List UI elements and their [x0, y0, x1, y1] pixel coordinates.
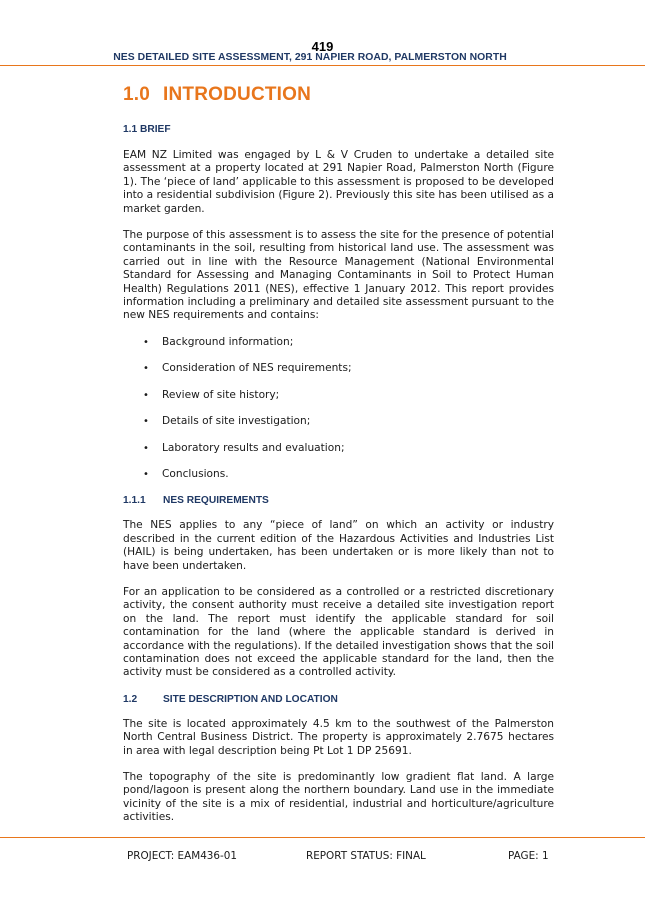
bullet-icon: • [143, 416, 149, 428]
list-item: • Details of site investigation; [143, 415, 311, 428]
section-heading [123, 84, 554, 106]
bullet-icon: • [143, 336, 149, 348]
section-number: 1.0 [123, 84, 151, 105]
list-item: • Review of site history; [143, 388, 280, 401]
header-divider [0, 65, 645, 66]
list-item: • Background information; [143, 335, 294, 348]
nes-requirements-heading [123, 495, 554, 506]
bullet-icon: • [143, 468, 149, 480]
footer-report-status: REPORT STATUS: FINAL [306, 850, 426, 862]
nes-paragraph-1: The NES applies to any “piece of land” on which an activity or industry described in the current edition of the Hazardous Activities and Industries List (HAIL) is being undertaken, has been undertaken or is more likely than not to have been undertaken. [123, 519, 554, 572]
footer-page-number: PAGE: 1 [508, 850, 549, 862]
nes-paragraph-2: For an application to be considered as a controlled or a restricted discretionary activity, the consent authority must receive a detailed site investigation report on the land. The report must identify the applicable standard for soil contamination for the land (where the applicable standard is derived in accordance with the regulations). If the detailed investigation shows that the soil contamination does not exceed the applicable standard for the land, then the activity must be considered as a controlled activity. [123, 585, 554, 679]
site-description-heading [123, 694, 554, 705]
list-item: • Consideration of NES requirements; [143, 362, 352, 375]
bullet-icon: • [143, 363, 149, 375]
page-number: 419 [311, 39, 334, 54]
list-item: • Conclusions. [143, 467, 229, 480]
brief-paragraph-1: EAM NZ Limited was engaged by L & V Cruden to undertake a detailed site assessment at a property located at 291 Napier Road, Palmerston North (Figure 1). The ‘piece of land’ applicable to this assessment is proposed to be developed into a residential subdivision (Figure 2). Previously this site has been utilised as a market garden. [123, 149, 554, 215]
site-heading-number: 1.2 [123, 693, 138, 705]
document-body [123, 84, 554, 825]
header-title: NES DETAILED SITE ASSESSMENT, 291 NAPIER ROAD, PALMERSTON NORTH [113, 52, 507, 63]
nes-heading-number: 1.1.1 [123, 495, 146, 507]
list-item: • Laboratory results and evaluation; [143, 441, 345, 454]
section-title: INTRODUCTION [163, 84, 312, 105]
footer-divider [0, 837, 645, 838]
bullet-icon: • [143, 442, 149, 454]
brief-paragraph-2: The purpose of this assessment is to assess the site for the presence of potential contaminants in the soil, resulting from historical land use. The assessment was carried out in line with the Resource Management (National Environmental Standard for Assessing and Managing Contaminants in Soil to Protect Human Health) Regulations 2011 (NES), effective 1 January 2012. This report provides information including a preliminary and detailed site assessment pursuant to the new NES requirements and contains: [123, 229, 554, 322]
site-paragraph-2: The topography of the site is predominantly low gradient flat land. A large pond/lagoon is present along the northern boundary. Land use in the immediate vicinity of the site is a mix of residential, industrial and horticulture/agriculture activities. [123, 771, 554, 824]
bullet-icon: • [143, 389, 149, 401]
site-heading-title: SITE DESCRIPTION AND LOCATION [163, 693, 338, 705]
nes-heading-title: NES REQUIREMENTS [163, 495, 269, 507]
contents-list [123, 336, 554, 481]
footer-project: PROJECT: EAM436-01 [127, 850, 237, 862]
site-paragraph-1: The site is located approximately 4.5 km to the southwest of the Palmerston North Central Business District. The property is approximately 2.7675 hectares in area with legal description being Pt Lot 1 DP 25691. [123, 717, 554, 757]
brief-heading: 1.1 BRIEF [123, 124, 171, 135]
